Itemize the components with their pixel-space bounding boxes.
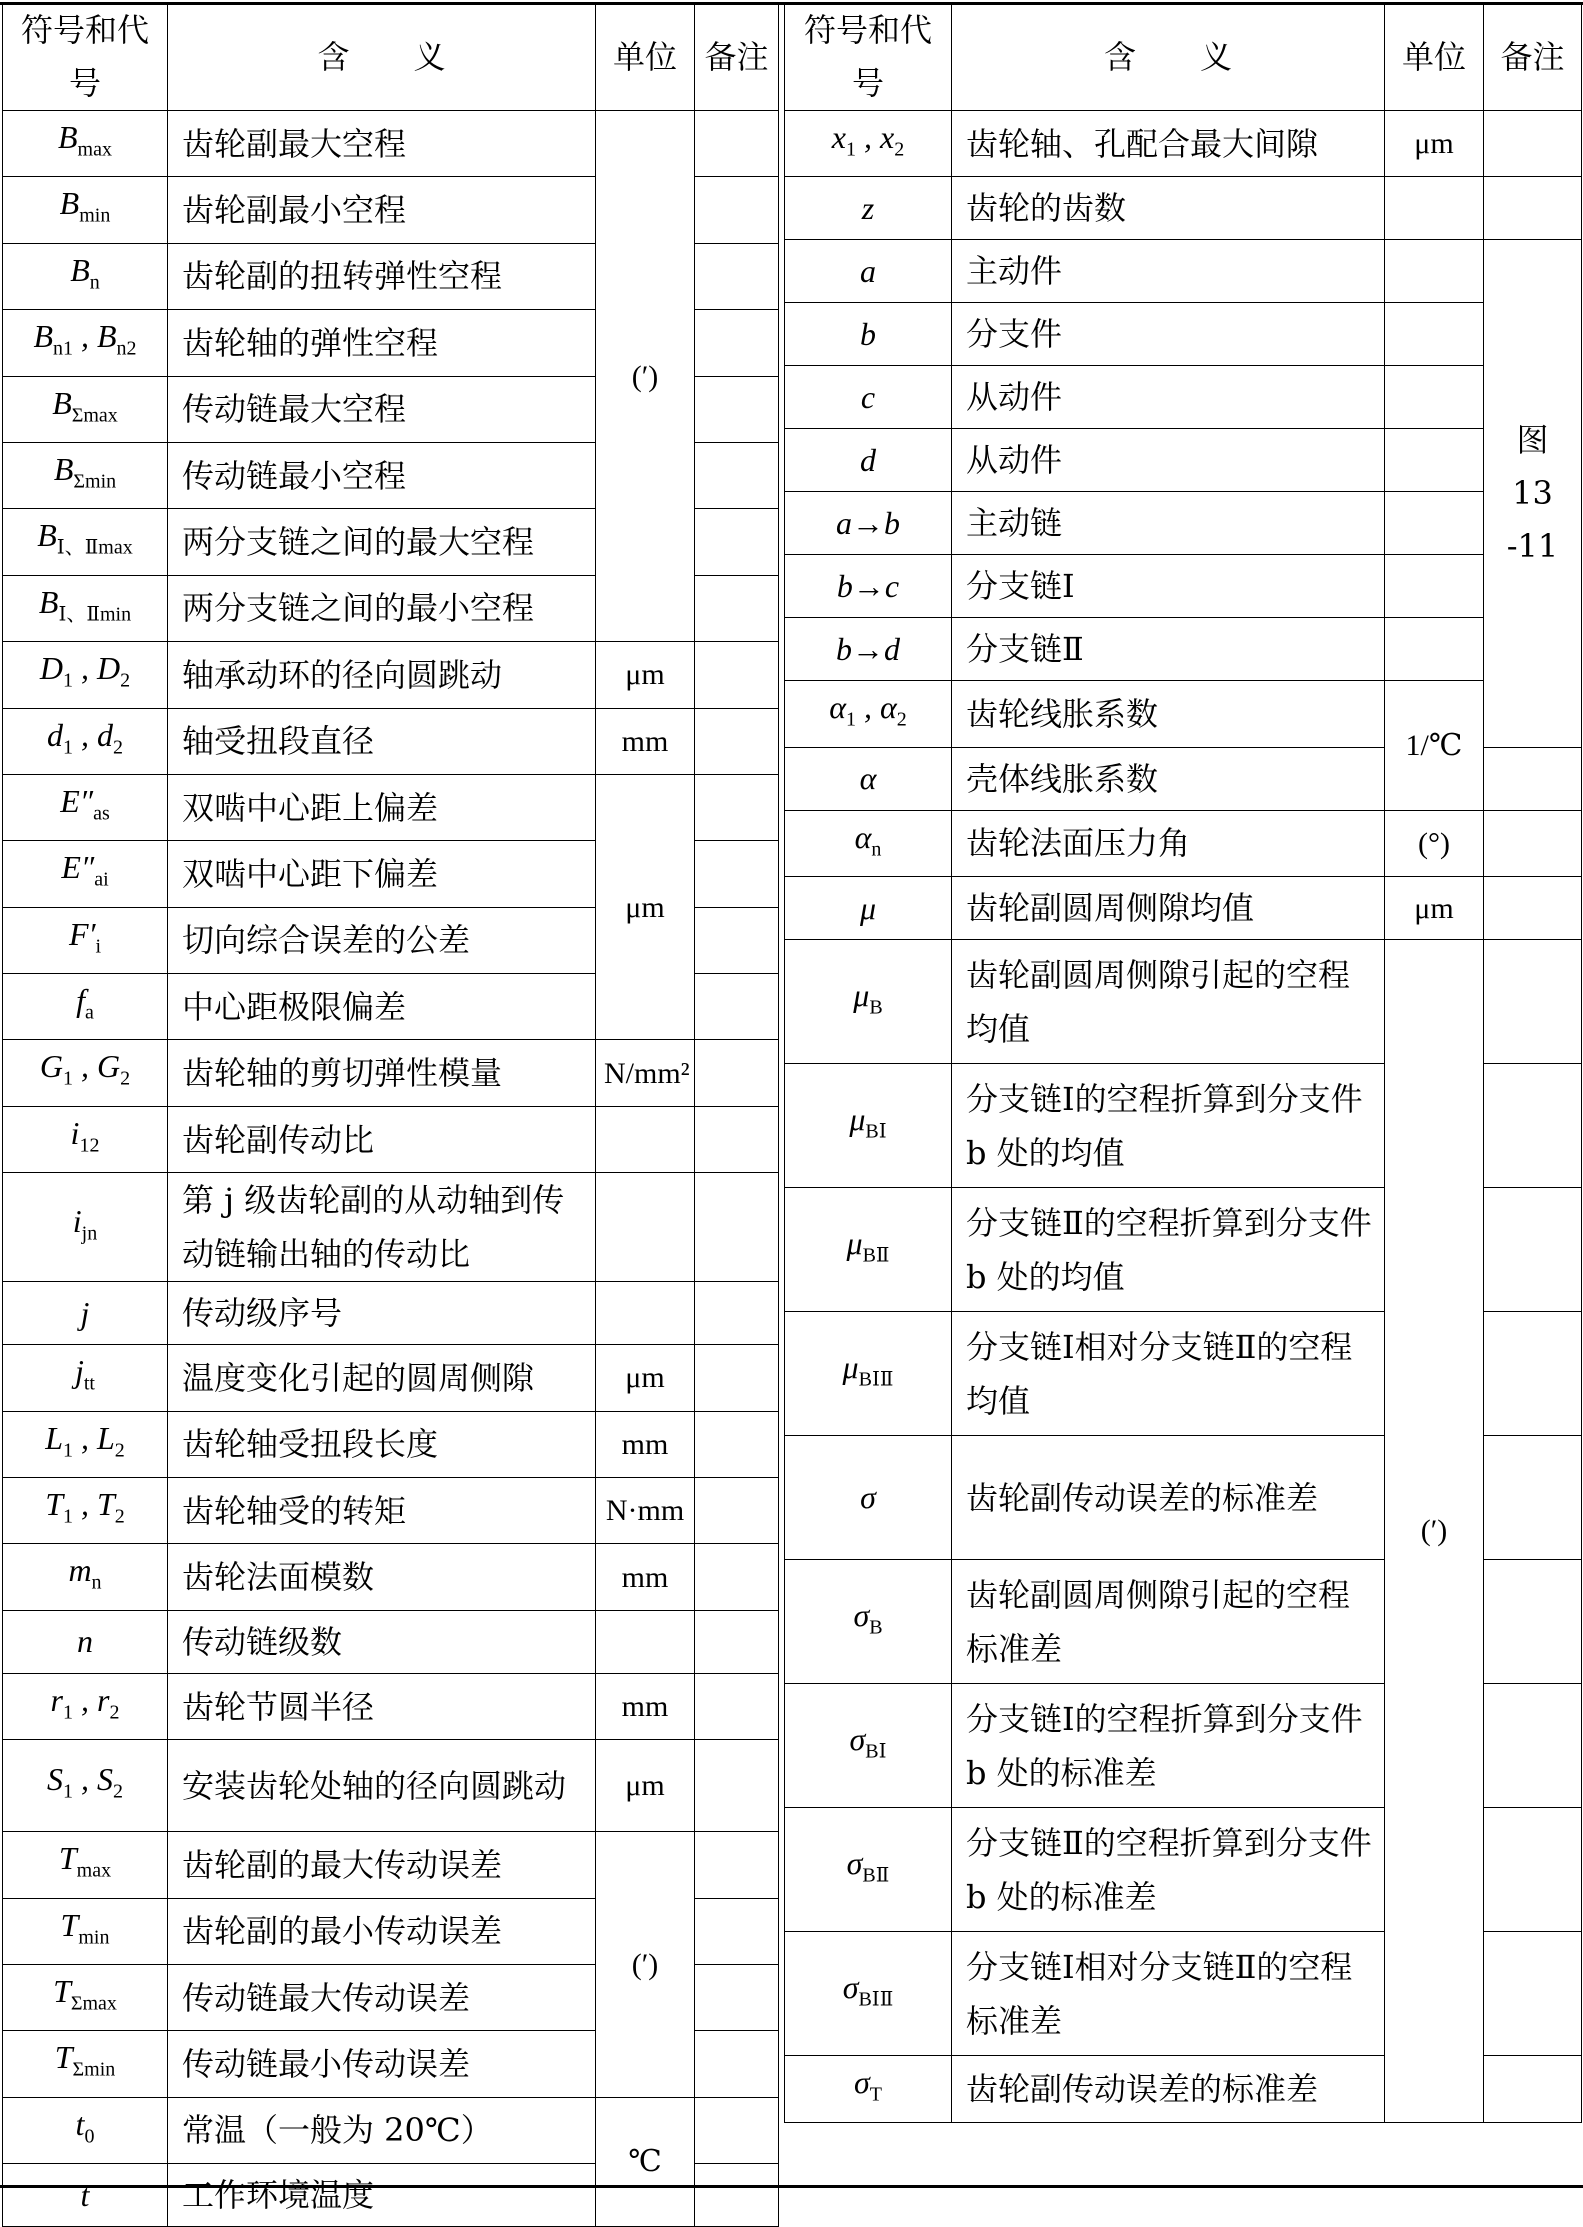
meaning-cell: 轴受扭段直径 (168, 708, 596, 774)
unit-cell: mm (596, 708, 695, 774)
symbol-cell: $F'_i$ (3, 907, 168, 973)
note-cell (695, 1740, 779, 1832)
table-row (785, 940, 1582, 1064)
meaning-cell: 中心距极限偏差 (168, 974, 596, 1040)
note-cell (695, 243, 779, 309)
meaning-cell: 分支链Ⅱ (952, 618, 1385, 681)
symbol-cell: $t_0$ (3, 2097, 168, 2163)
symbol-table-right (784, 3, 1582, 2123)
table-row (3, 1544, 779, 1610)
symbol-cell: $\mu_{BⅡ}$ (785, 1188, 952, 1312)
header-note: 备注 (695, 4, 779, 111)
note-cell (695, 1345, 779, 1411)
meaning-cell: 分支链Ⅰ的空程折算到分支件 b 处的均值 (952, 1064, 1385, 1188)
table-row (3, 708, 779, 774)
note-cell (695, 1898, 779, 1964)
unit-cell (596, 1173, 695, 1282)
unit-cell (1385, 492, 1484, 555)
note-cell (1484, 1684, 1582, 1808)
note-cell (1484, 1312, 1582, 1436)
note-cell (1484, 940, 1582, 1064)
symbol-cell: $\mu_{BⅠⅡ}$ (785, 1312, 952, 1436)
table-header-row (785, 4, 1582, 111)
meaning-cell: 轴承动环的径向圆跳动 (168, 642, 596, 708)
table-header-row (3, 4, 779, 111)
meaning-cell: 常温（一般为 20℃） (168, 2097, 596, 2163)
table-row (785, 111, 1582, 177)
symbol-cell: c (785, 366, 952, 429)
symbol-cell: $B_n$ (3, 243, 168, 309)
symbol-cell: $B_{\Sigma min}$ (3, 442, 168, 508)
symbol-table-left (2, 3, 779, 2227)
meaning-cell: 齿轮轴、孔配合最大间隙 (952, 111, 1385, 177)
figure-note-line2: -11 (1506, 527, 1559, 566)
table-row (785, 681, 1582, 747)
symbol-cell: $T_1$ , $T_2$ (3, 1478, 168, 1544)
note-cell (1484, 2056, 1582, 2122)
meaning-cell: 分支链Ⅰ的空程折算到分支件 b 处的标准差 (952, 1684, 1385, 1808)
meaning-cell: 齿轮副圆周侧隙引起的空程均值 (952, 940, 1385, 1064)
meaning-cell: 齿轮副传动误差的标准差 (952, 2056, 1385, 2122)
meaning-cell: 传动级序号 (168, 1282, 596, 1345)
note-cell (695, 575, 779, 641)
table-row (3, 1106, 779, 1172)
symbol-cell: $\alpha_n$ (785, 810, 952, 876)
meaning-cell: 齿轮轴受的转矩 (168, 1478, 596, 1544)
symbol-cell: $E''_{ai}$ (3, 841, 168, 907)
note-cell (695, 774, 779, 840)
table-row (3, 1673, 779, 1739)
unit-cell (1385, 303, 1484, 366)
note-cell (695, 1106, 779, 1172)
meaning-cell: 工作环境温度 (168, 2164, 596, 2227)
note-cell (695, 2097, 779, 2163)
meaning-cell: 齿轮副圆周侧隙引起的空程标准差 (952, 1560, 1385, 1684)
symbol-cell: a→b (785, 492, 952, 555)
symbol-cell: $T_{min}$ (3, 1898, 168, 1964)
unit-cell: (′) (596, 111, 695, 642)
meaning-cell: 齿轮副的扭转弹性空程 (168, 243, 596, 309)
symbol-cell: n (3, 1610, 168, 1673)
note-cell (695, 1411, 779, 1477)
meaning-cell: 齿轮线胀系数 (952, 681, 1385, 747)
table-row (785, 240, 1582, 303)
note-cell (695, 1040, 779, 1106)
meaning-cell: 温度变化引起的圆周侧隙 (168, 1345, 596, 1411)
unit-cell: μm (1385, 877, 1484, 940)
symbol-cell: $L_1$ , $L_2$ (3, 1411, 168, 1477)
meaning-cell: 齿轮副的最大传动误差 (168, 1832, 596, 1898)
note-cell (695, 1964, 779, 2030)
meaning-cell: 齿轮的齿数 (952, 177, 1385, 240)
unit-cell (1385, 429, 1484, 492)
meaning-cell: 齿轮轴的剪切弹性模量 (168, 1040, 596, 1106)
table-row (785, 303, 1582, 366)
unit-cell: μm (596, 1740, 695, 1832)
unit-cell: mm (596, 1673, 695, 1739)
note-cell (695, 907, 779, 973)
symbol-cell: $B_{\Sigma max}$ (3, 376, 168, 442)
note-cell (695, 1832, 779, 1898)
meaning-cell: 传动链最小空程 (168, 442, 596, 508)
symbol-cell: $\mu_{BⅠ}$ (785, 1064, 952, 1188)
unit-cell (596, 1106, 695, 1172)
table-row (3, 1832, 779, 1898)
note-cell (1484, 1560, 1582, 1684)
meaning-cell: 齿轮轴受扭段长度 (168, 1411, 596, 1477)
meaning-cell: 传动链最大空程 (168, 376, 596, 442)
note-cell (695, 1478, 779, 1544)
table-row (785, 429, 1582, 492)
unit-cell (1385, 618, 1484, 681)
unit-cell (596, 1610, 695, 1673)
note-cell (695, 708, 779, 774)
meaning-cell: 分支链Ⅰ (952, 555, 1385, 618)
symbol-cell: σ (785, 1436, 952, 1560)
unit-cell: N·mm (596, 1478, 695, 1544)
note-cell (1484, 177, 1582, 240)
table-row (3, 1610, 779, 1673)
table-row (3, 774, 779, 840)
unit-cell (1385, 177, 1484, 240)
note-cell (695, 376, 779, 442)
meaning-cell: 切向综合误差的公差 (168, 907, 596, 973)
note-cell (695, 974, 779, 1040)
table-row (3, 1411, 779, 1477)
symbol-cell: $T_{max}$ (3, 1832, 168, 1898)
note-cell (695, 1673, 779, 1739)
header-symbol: 符号和代号 (3, 4, 168, 111)
header-meaning: 含 义 (952, 4, 1385, 111)
note-cell (695, 177, 779, 243)
meaning-cell: 从动件 (952, 429, 1385, 492)
table-row (785, 810, 1582, 876)
unit-cell: ℃ (596, 2097, 695, 2226)
header-symbol: 符号和代号 (785, 4, 952, 111)
symbol-cell: $\sigma_{BⅡ}$ (785, 1808, 952, 1932)
note-cell (695, 111, 779, 177)
header-meaning: 含 义 (168, 4, 596, 111)
symbol-cell: $T_{\Sigma min}$ (3, 2031, 168, 2097)
table-row (785, 492, 1582, 555)
header-note: 备注 (1484, 4, 1582, 111)
table-row (3, 1345, 779, 1411)
unit-cell: 1/℃ (1385, 681, 1484, 810)
meaning-cell: 齿轮节圆半径 (168, 1673, 596, 1739)
unit-cell: μm (596, 1345, 695, 1411)
meaning-cell: 齿轮副传动比 (168, 1106, 596, 1172)
symbol-cell: $\sigma_{BⅠ}$ (785, 1684, 952, 1808)
table-row (785, 177, 1582, 240)
symbol-cell: j (3, 1282, 168, 1345)
note-cell (1484, 877, 1582, 940)
meaning-cell: 两分支链之间的最小空程 (168, 575, 596, 641)
meaning-cell: 主动件 (952, 240, 1385, 303)
note-cell (1484, 810, 1582, 876)
unit-cell (1385, 366, 1484, 429)
symbol-cell: $\mu_B$ (785, 940, 952, 1064)
symbol-cell: $\sigma_{BⅠⅡ}$ (785, 1932, 952, 2056)
meaning-cell: 齿轮副最小空程 (168, 177, 596, 243)
symbol-cell: b→c (785, 555, 952, 618)
symbol-cell: $x_1$ , $x_2$ (785, 111, 952, 177)
symbol-cell: $\sigma_T$ (785, 2056, 952, 2122)
table-row (3, 1040, 779, 1106)
table-row (785, 877, 1582, 940)
note-cell (695, 1544, 779, 1610)
unit-cell (1385, 240, 1484, 303)
symbol-cell: $\sigma_B$ (785, 1560, 952, 1684)
table-row (3, 1740, 779, 1832)
note-cell (1484, 1064, 1582, 1188)
symbol-cell: $m_n$ (3, 1544, 168, 1610)
note-cell (695, 841, 779, 907)
symbol-cell: t (3, 2164, 168, 2227)
note-cell (1484, 1808, 1582, 1932)
note-cell (695, 642, 779, 708)
meaning-cell: 分支链Ⅰ相对分支链Ⅱ的空程标准差 (952, 1932, 1385, 2056)
symbol-cell: $T_{\Sigma max}$ (3, 1964, 168, 2030)
symbol-cell: $G_1$ , $G_2$ (3, 1040, 168, 1106)
unit-cell: μm (596, 774, 695, 1040)
meaning-cell: 两分支链之间的最大空程 (168, 509, 596, 575)
table-row (3, 1478, 779, 1544)
symbol-cell: $j_{tt}$ (3, 1345, 168, 1411)
table-row (3, 1173, 779, 1282)
unit-cell: (°) (1385, 810, 1484, 876)
note-cell (695, 1173, 779, 1282)
figure-note-line1: 图 13 (1512, 421, 1553, 513)
symbol-cell: μ (785, 877, 952, 940)
symbol-cell: a (785, 240, 952, 303)
meaning-cell: 齿轮法面压力角 (952, 810, 1385, 876)
note-cell (695, 442, 779, 508)
table-row (3, 1282, 779, 1345)
meaning-cell: 主动链 (952, 492, 1385, 555)
unit-cell (1385, 555, 1484, 618)
unit-cell: μm (596, 642, 695, 708)
meaning-cell: 双啮中心距上偏差 (168, 774, 596, 840)
note-cell (1484, 1436, 1582, 1560)
meaning-cell: 齿轮副最大空程 (168, 111, 596, 177)
symbol-cell: $B_{max}$ (3, 111, 168, 177)
symbol-cell: $f_a$ (3, 974, 168, 1040)
note-cell (695, 2164, 779, 2227)
unit-cell: (′) (596, 1832, 695, 2098)
header-unit: 单位 (596, 4, 695, 111)
meaning-cell: 安装齿轮处轴的径向圆跳动 (168, 1740, 596, 1832)
meaning-cell: 从动件 (952, 366, 1385, 429)
symbol-cell: b→d (785, 618, 952, 681)
unit-cell: mm (596, 1411, 695, 1477)
table-row (3, 2097, 779, 2163)
meaning-cell: 齿轮法面模数 (168, 1544, 596, 1610)
table-row (785, 366, 1582, 429)
symbol-cell: d (785, 429, 952, 492)
symbol-cell: z (785, 177, 952, 240)
note-cell (695, 509, 779, 575)
note-cell (1484, 1188, 1582, 1312)
symbol-cell: $B_{n1}$ , $B_{n2}$ (3, 310, 168, 376)
symbol-cell: $D_1$ , $D_2$ (3, 642, 168, 708)
symbol-cell: α (785, 747, 952, 810)
symbol-cell: b (785, 303, 952, 366)
note-cell (695, 2031, 779, 2097)
meaning-cell: 传动链最小传动误差 (168, 2031, 596, 2097)
meaning-cell: 齿轮副的最小传动误差 (168, 1898, 596, 1964)
figure-note-cell (1484, 240, 1582, 747)
unit-cell (596, 1282, 695, 1345)
symbol-cell: $S_1$ , $S_2$ (3, 1740, 168, 1832)
unit-cell: (′) (1385, 940, 1484, 2122)
unit-cell: μm (1385, 111, 1484, 177)
note-cell (695, 1610, 779, 1673)
symbol-cell: $i_{jn}$ (3, 1173, 168, 1282)
symbol-cell: $i_{12}$ (3, 1106, 168, 1172)
meaning-cell: 传动链最大传动误差 (168, 1964, 596, 2030)
table-row (3, 111, 779, 177)
meaning-cell: 传动链级数 (168, 1610, 596, 1673)
meaning-cell: 第 j 级齿轮副的从动轴到传动链输出轴的传动比 (168, 1173, 596, 1282)
note-cell (1484, 1932, 1582, 2056)
unit-cell: N/mm² (596, 1040, 695, 1106)
table-row (785, 555, 1582, 618)
meaning-cell: 壳体线胀系数 (952, 747, 1385, 810)
meaning-cell: 齿轮轴的弹性空程 (168, 310, 596, 376)
note-cell (1484, 111, 1582, 177)
symbol-cell: $d_1$ , $d_2$ (3, 708, 168, 774)
meaning-cell: 齿轮副圆周侧隙均值 (952, 877, 1385, 940)
unit-cell: mm (596, 1544, 695, 1610)
header-unit: 单位 (1385, 4, 1484, 111)
meaning-cell: 分支链Ⅱ的空程折算到分支件 b 处的标准差 (952, 1808, 1385, 1932)
symbol-cell: $r_1$ , $r_2$ (3, 1673, 168, 1739)
note-cell (1484, 747, 1582, 810)
meaning-cell: 双啮中心距下偏差 (168, 841, 596, 907)
meaning-cell: 分支链Ⅰ相对分支链Ⅱ的空程均值 (952, 1312, 1385, 1436)
note-cell (695, 310, 779, 376)
meaning-cell: 分支链Ⅱ的空程折算到分支件 b 处的均值 (952, 1188, 1385, 1312)
meaning-cell: 齿轮副传动误差的标准差 (952, 1436, 1385, 1560)
symbol-cell: $B_{min}$ (3, 177, 168, 243)
symbol-cell: $B_{Ⅰ、Ⅱmin}$ (3, 575, 168, 641)
table-row (785, 618, 1582, 681)
note-cell (695, 1282, 779, 1345)
table-row (3, 642, 779, 708)
meaning-cell: 分支件 (952, 303, 1385, 366)
symbol-cell: $\alpha_1$ , $\alpha_2$ (785, 681, 952, 747)
symbol-cell: $B_{Ⅰ、Ⅱmax}$ (3, 509, 168, 575)
symbol-cell: $E''_{as}$ (3, 774, 168, 840)
